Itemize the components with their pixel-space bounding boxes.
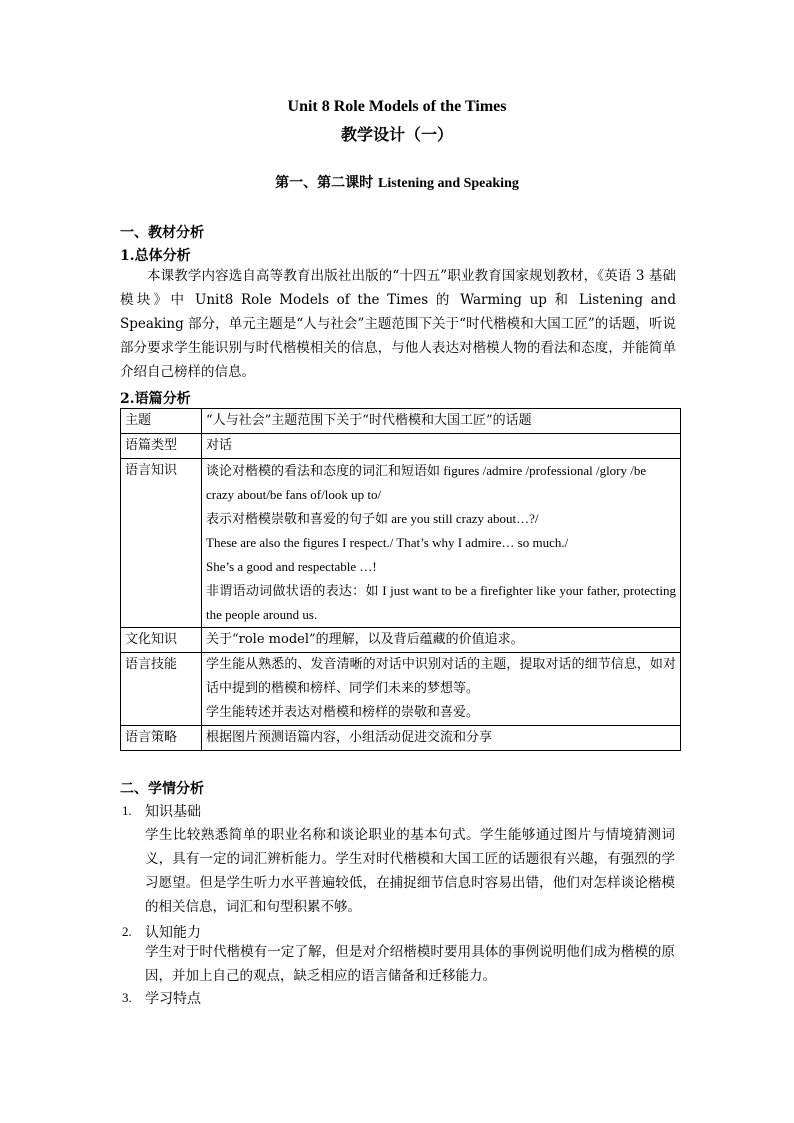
lesson-heading-en: Listening and Speaking — [378, 176, 519, 191]
list-label-knowledge: 知识基础 — [145, 804, 201, 820]
table-row — [121, 653, 681, 726]
table-cell-value — [202, 628, 681, 653]
table-cell-line: 学生能转述并表达对楷模和榜样的崇敬和喜爱。 — [206, 705, 480, 720]
table-cell-key: 语篇类型 — [121, 434, 202, 459]
table-cell-value — [202, 434, 681, 459]
section-heading-textbook-analysis: 一、教材分析 — [120, 225, 204, 241]
table-row — [121, 726, 681, 751]
lesson-heading — [0, 172, 794, 192]
table-cell-key: 语言策略 — [121, 726, 202, 751]
table-cell-line: 根据图片预测语篇内容，小组活动促进交流和分享 — [206, 730, 493, 745]
list-body-knowledge: 学生比较熟悉简单的职业名称和谈论职业的基本句式。学生能够通过图片与情境猜测词义，具有一定的词汇辨析能力。学生对时代楷模和大国工匠的话题很有兴趣，有强烈的学习愿望。但是学生听力水平普遍较低，在捕捉细节信息时容易出错，他们对怎样谈论楷模的相关信息，词汇和句型积累不够。 — [145, 827, 675, 915]
table-cell-line: 对话 — [206, 438, 233, 453]
table-cell-line: 谈论对楷模的看法和态度的词汇和短语如 figures /admire /professional /glory /be crazy about/be fans of/look up to/ — [206, 463, 647, 502]
table-cell-line: These are also the figures I respect./ That’s why I admire… so much./ — [206, 535, 569, 550]
table-cell-line: 学生能从熟悉的、发音清晰的对话中识别对话的主题，提取对话的细节信息，如对话中提到的楷模和榜样、同学们未来的梦想等。 — [206, 657, 676, 696]
section-heading-student-analysis: 二、学情分析 — [120, 781, 204, 797]
table-row — [121, 409, 681, 434]
table-cell-key: 文化知识 — [121, 628, 202, 653]
subsection-heading-discourse: 2.语篇分析 — [120, 391, 191, 407]
table-cell-line: 关于“role model”的理解，以及背后蕴藏的价值追求。 — [206, 632, 524, 647]
table-row — [121, 628, 681, 653]
table-cell-line: “人与社会”主题范围下关于“时代楷模和大国工匠”的话题 — [206, 413, 532, 428]
table-cell-value — [202, 459, 681, 628]
list-label-learning: 学习特点 — [145, 991, 201, 1007]
document-title: Unit 8 Role Models of the Times — [287, 98, 507, 115]
table-cell-line: 非谓语动词做状语的表达：如 I just want to be a firefighter like your father, protecting the people around us. — [206, 583, 676, 622]
overall-analysis-paragraph: 本课教学内容选自高等教育出版社出版的“十四五”职业教育国家规划教材，《英语 3 基础模块》中 Unit8 Role Models of the Times 的 Warming up 和 Listening and Speaking 部分，单元主题是“人与社会”主题范围下关于“时代楷模和大国工匠”的话题，听说部分要求学生能识别与时代楷模相关的信息，与他人表达对楷模人物的看法和态度，并能简单介绍自己榜样的信息。 — [120, 268, 676, 380]
table-cell-key: 主题 — [121, 409, 202, 434]
table-cell-key: 语言技能 — [121, 653, 202, 726]
list-body-cognitive: 学生对于时代楷模有一定了解，但是对介绍楷模时要用具体的事例说明他们成为楷模的原因，并加上自己的观点，缺乏相应的语言储备和迁移能力。 — [145, 944, 675, 984]
document-subtitle: 教学设计（一） — [340, 125, 453, 144]
subsection-heading-overall: 1.总体分析 — [120, 248, 191, 264]
list-label-cognitive: 认知能力 — [145, 925, 201, 941]
table-row — [121, 434, 681, 459]
table-cell-value — [202, 409, 681, 434]
table-cell-key: 语言知识 — [121, 459, 202, 628]
list-number: 2. — [122, 924, 132, 939]
discourse-analysis-table — [120, 408, 681, 751]
table-cell-value — [202, 726, 681, 751]
table-cell-line: 表示对楷模崇敬和喜爱的句子如 are you still crazy about…?/ — [206, 511, 539, 526]
lesson-heading-cn: 第一、第二课时 — [275, 175, 374, 191]
table-cell-line: She’s a good and respectable …! — [206, 559, 377, 574]
table-cell-value — [202, 653, 681, 726]
table-row — [121, 459, 681, 628]
list-number: 1. — [122, 803, 132, 818]
list-number: 3. — [122, 990, 132, 1005]
